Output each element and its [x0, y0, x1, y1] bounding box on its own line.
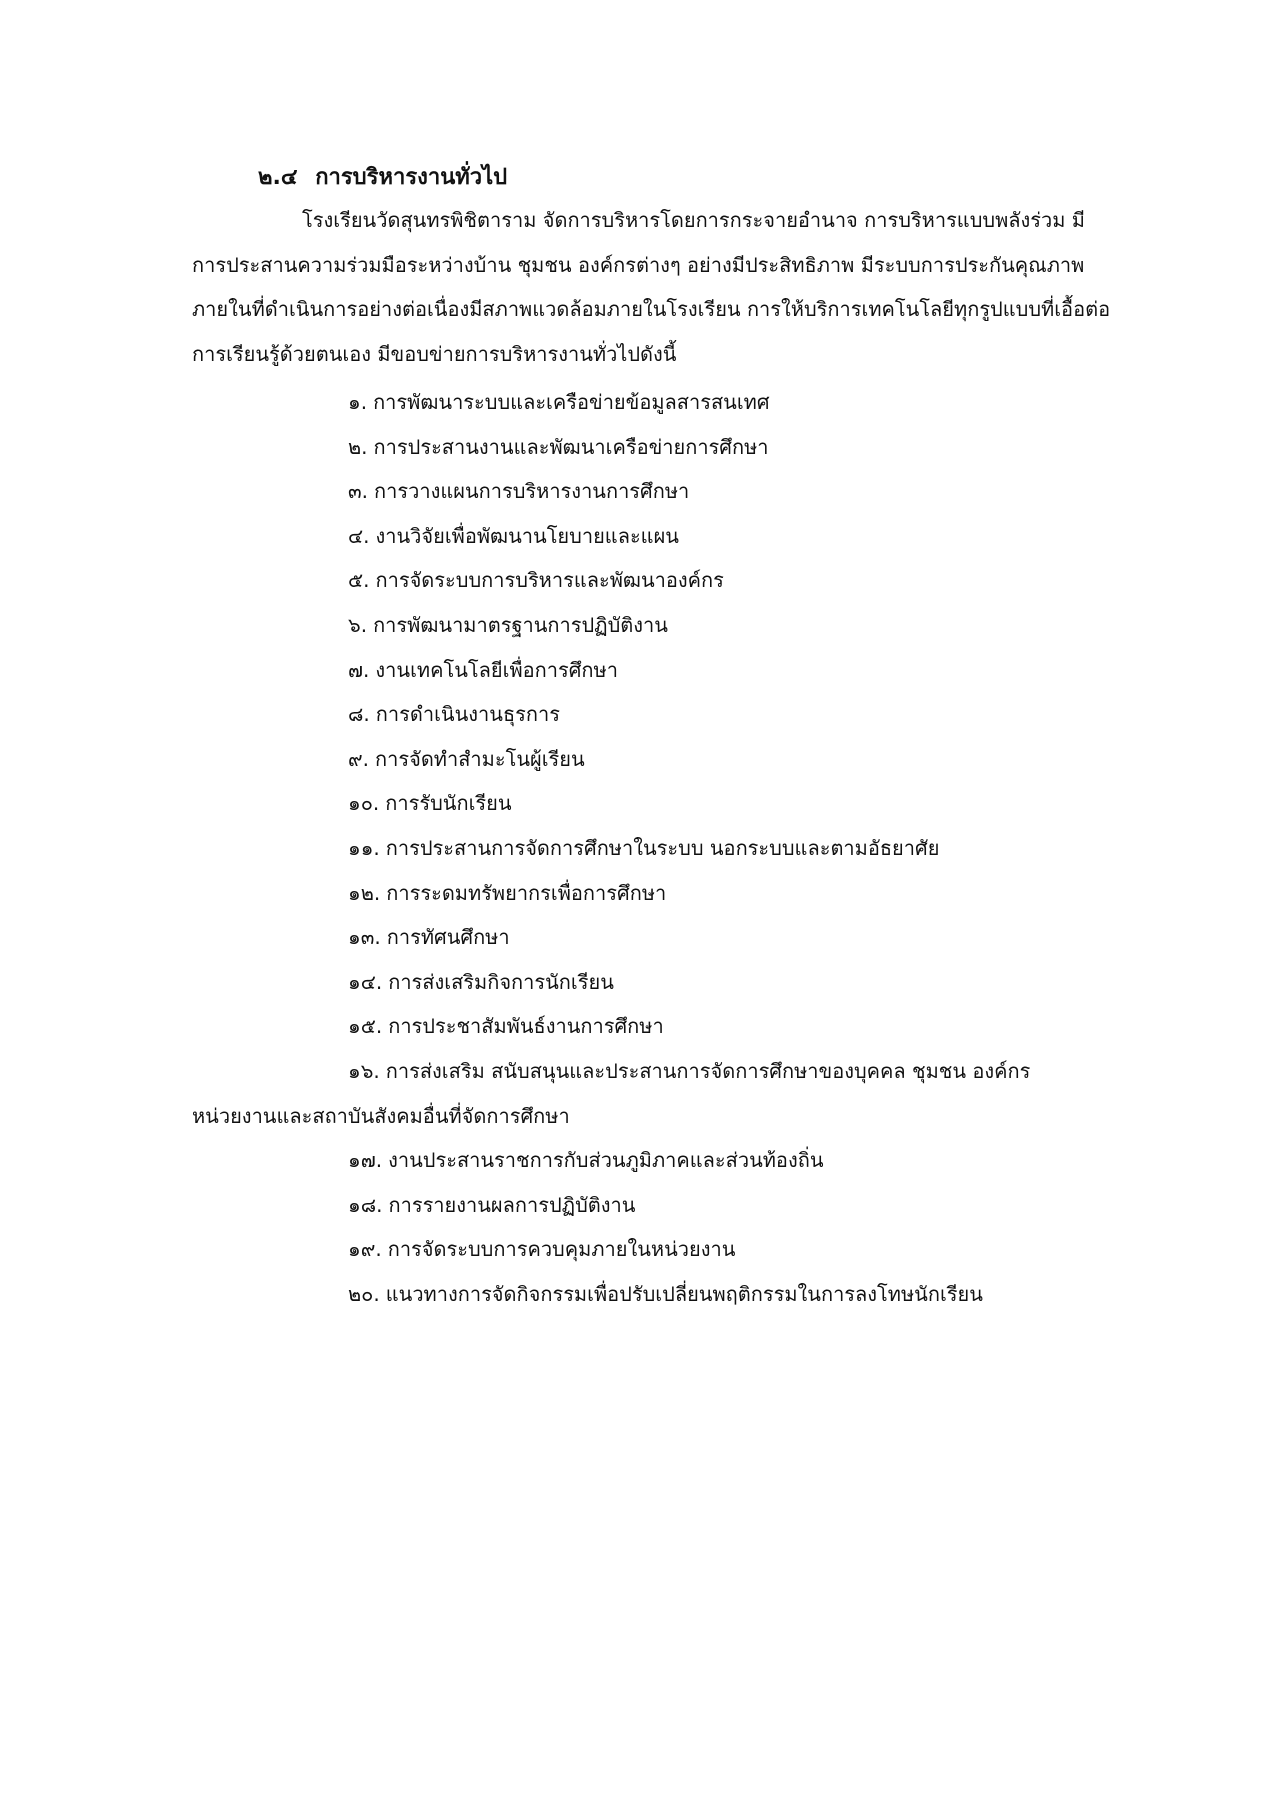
- item-text: การประชาสัมพันธ์งานการศึกษา: [388, 1014, 664, 1039]
- item-number: ๕.: [348, 568, 370, 593]
- item-number: ๓.: [348, 479, 369, 504]
- intro-paragraph: [192, 198, 1142, 376]
- item-text: งานเทคโนโลยีเพื่อการศึกษา: [375, 657, 618, 682]
- list-item: [192, 1227, 1192, 1272]
- item-number: ๑๓.: [348, 925, 381, 950]
- item-text: การวางแผนการบริหารงานการศึกษา: [374, 479, 690, 504]
- item-number: ๗.: [348, 657, 370, 682]
- item-number: ๑๑.: [348, 835, 380, 860]
- item-number: ๘.: [348, 702, 370, 727]
- item-number: ๒.: [348, 434, 368, 459]
- item-text: การพัฒนามาตรฐานการปฏิบัติงาน: [373, 612, 668, 637]
- list-item: [192, 1004, 1192, 1049]
- item-text: การพัฒนาระบบและเครือข่ายข้อมูลสารสนเทศ: [373, 390, 770, 414]
- list-item: [192, 1049, 1192, 1094]
- intro-line: การเรียนรู้ด้วยตนเอง มีขอบข่ายการบริหารงานทั่วไปดังนี้: [192, 341, 677, 366]
- item-text: การส่งเสริม สนับสนุนและประสานการจัดการศึกษาของบุคคล ชุมชน องค์กร: [385, 1058, 1031, 1083]
- scope-list: [192, 380, 1192, 1316]
- list-item: [192, 558, 1192, 603]
- item-text: การจัดทำสำมะโนผู้เรียน: [375, 746, 585, 771]
- item-text: งานวิจัยเพื่อพัฒนานโยบายและแผน: [375, 523, 679, 548]
- list-item: [192, 648, 1192, 693]
- list-item: [192, 425, 1192, 470]
- item-text: การประสานงานและพัฒนาเครือข่ายการศึกษา: [373, 434, 769, 459]
- item-text: การทัศนศึกษา: [386, 925, 510, 950]
- item-number: ๑๙.: [348, 1237, 382, 1262]
- item-number: ๖.: [348, 612, 368, 637]
- list-item: [192, 469, 1192, 514]
- item-number: ๑๗.: [348, 1148, 383, 1173]
- list-item: [192, 1183, 1192, 1228]
- item-text: การจัดระบบการบริหารและพัฒนาองค์กร: [375, 568, 724, 593]
- intro-line: การประสานความร่วมมือระหว่างบ้าน ชุมชน องค์กรต่างๆ อย่างมีประสิทธิภาพ มีระบบการประกันคุณภาพ: [192, 252, 1085, 277]
- list-item: [192, 514, 1192, 559]
- list-item: [192, 603, 1192, 648]
- item-text: การส่งเสริมกิจการนักเรียน: [388, 969, 614, 994]
- section-number: ๒.๔: [258, 165, 298, 190]
- intro-line: โรงเรียนวัดสุนทรพิชิตาราม จัดการบริหารโดยการกระจายอำนาจ การบริหารแบบพลังร่วม มี: [302, 208, 1085, 232]
- item-number: ๑๘.: [348, 1192, 383, 1217]
- item-number: ๔.: [348, 523, 370, 548]
- item-text: การดำเนินงานธุรการ: [375, 702, 560, 727]
- item-text: การประสานการจัดการศึกษาในระบบ นอกระบบและตามอัธยาศัย: [385, 835, 940, 860]
- item-text: หน่วยงานและสถาบันสังคมอื่นที่จัดการศึกษา: [192, 1103, 570, 1128]
- item-number: ๒๐.: [348, 1281, 380, 1306]
- item-text: การรับนักเรียน: [385, 791, 512, 816]
- section-heading: [258, 160, 507, 196]
- item-text: การระดมทรัพยากรเพื่อการศึกษา: [386, 880, 667, 905]
- item-number: ๑.: [348, 390, 368, 414]
- intro-line: ภายในที่ดำเนินการอย่างต่อเนื่องมีสภาพแวดล้อมภายในโรงเรียน การให้บริการเทคโนโลยีทุกรูปแบบที่เอื้อต่อ: [192, 297, 1111, 321]
- list-item-continuation: [192, 1094, 1192, 1139]
- list-item: [192, 692, 1192, 737]
- list-item: [192, 915, 1192, 960]
- list-item: [192, 960, 1192, 1005]
- item-number: ๑๖.: [348, 1058, 380, 1083]
- item-number: ๑๔.: [348, 969, 383, 994]
- item-number: ๑๕.: [348, 1014, 383, 1039]
- item-text: งานประสานราชการกับส่วนภูมิภาคและส่วนท้องถิ่น: [388, 1148, 824, 1173]
- list-item: [192, 781, 1192, 826]
- item-number: ๑๒.: [348, 880, 381, 905]
- list-item: [192, 380, 1192, 425]
- item-text: การจัดระบบการควบคุมภายในหน่วยงาน: [387, 1237, 736, 1262]
- list-item: [192, 1138, 1192, 1183]
- list-item: [192, 826, 1192, 871]
- list-item: [192, 1272, 1192, 1317]
- list-item: [192, 871, 1192, 916]
- item-number: ๙.: [348, 746, 370, 771]
- item-number: ๑๐.: [348, 791, 380, 816]
- list-item: [192, 737, 1192, 782]
- item-text: การรายงานผลการปฏิบัติงาน: [388, 1192, 636, 1217]
- section-title: การบริหารงานทั่วไป: [315, 165, 508, 190]
- item-text: แนวทางการจัดกิจกรรมเพื่อปรับเปลี่ยนพฤติกรรมในการลงโทษนักเรียน: [385, 1281, 983, 1306]
